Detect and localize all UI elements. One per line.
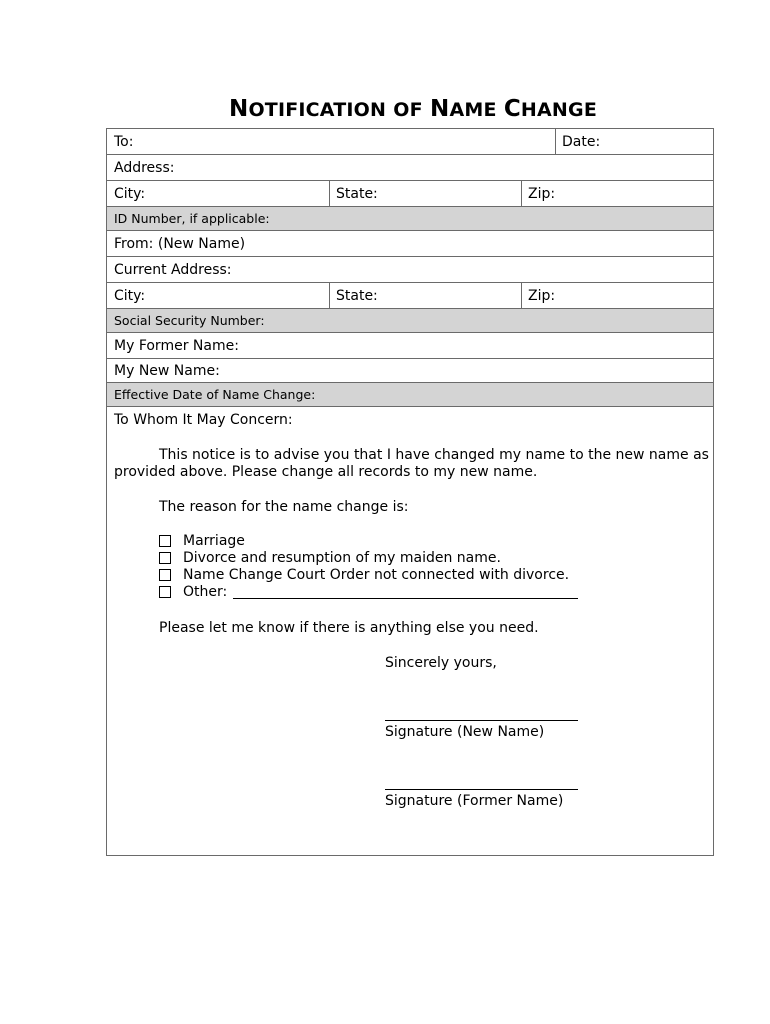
notice-paragraph-line-1: This notice is to advise you that I have changed my name to the new name as — [159, 447, 709, 463]
state-field[interactable]: State: — [336, 185, 378, 202]
signature-former-label: Signature (Former Name) — [385, 793, 564, 809]
id-number-field[interactable]: ID Number, if applicable: — [114, 211, 270, 226]
zip-field[interactable]: Zip: — [528, 185, 556, 202]
ssn-row — [107, 309, 713, 333]
date-field[interactable]: Date: — [562, 133, 601, 150]
current-address-row — [107, 257, 713, 283]
to-field[interactable]: To: — [114, 133, 134, 150]
form-title: NOTIFICATION OF NAME CHANGE — [228, 96, 598, 122]
checkbox-icon[interactable] — [159, 552, 171, 564]
option-court-order[interactable]: Name Change Court Order not connected with divorce. — [159, 567, 569, 583]
salutation: To Whom It May Concern: — [114, 412, 293, 428]
city-state-zip-row — [107, 181, 713, 207]
checkbox-icon[interactable] — [159, 586, 171, 598]
option-other[interactable]: Other: — [159, 584, 578, 600]
current-address-field[interactable]: Current Address: — [114, 261, 232, 278]
letter-body — [107, 407, 713, 855]
former-name-row — [107, 333, 713, 359]
option-marriage[interactable]: Marriage — [159, 533, 245, 549]
signature-new-line[interactable] — [385, 720, 578, 721]
city-field[interactable]: City: — [114, 185, 146, 202]
former-name-field[interactable]: My Former Name: — [114, 337, 239, 354]
checkbox-icon[interactable] — [159, 535, 171, 547]
new-name-field[interactable]: My New Name: — [114, 362, 220, 379]
effective-date-row — [107, 383, 713, 407]
closing-request: Please let me know if there is anything else you need. — [159, 620, 539, 636]
new-name-row — [107, 359, 713, 383]
current-zip-field[interactable]: Zip: — [528, 287, 556, 304]
effective-date-field[interactable]: Effective Date of Name Change: — [114, 387, 316, 402]
from-field[interactable]: From: (New Name) — [114, 235, 246, 252]
current-city-field[interactable]: City: — [114, 287, 146, 304]
address-field[interactable]: Address: — [114, 159, 175, 176]
from-row — [107, 231, 713, 257]
option-divorce[interactable]: Divorce and resumption of my maiden name. — [159, 550, 501, 566]
ssn-field[interactable]: Social Security Number: — [114, 313, 265, 328]
to-date-row — [107, 129, 713, 155]
signature-former-line[interactable] — [385, 789, 578, 790]
current-state-field[interactable]: State: — [336, 287, 378, 304]
reason-intro: The reason for the name change is: — [159, 499, 409, 515]
current-city-state-zip-row — [107, 283, 713, 309]
signature-new-label: Signature (New Name) — [385, 724, 545, 740]
id-number-row — [107, 207, 713, 231]
signoff: Sincerely yours, — [385, 655, 497, 671]
notice-paragraph-line-2: provided above. Please change all records to my new name. — [114, 464, 538, 480]
other-reason-line[interactable] — [233, 586, 578, 599]
address-row — [107, 155, 713, 181]
notification-form — [106, 128, 714, 856]
checkbox-icon[interactable] — [159, 569, 171, 581]
